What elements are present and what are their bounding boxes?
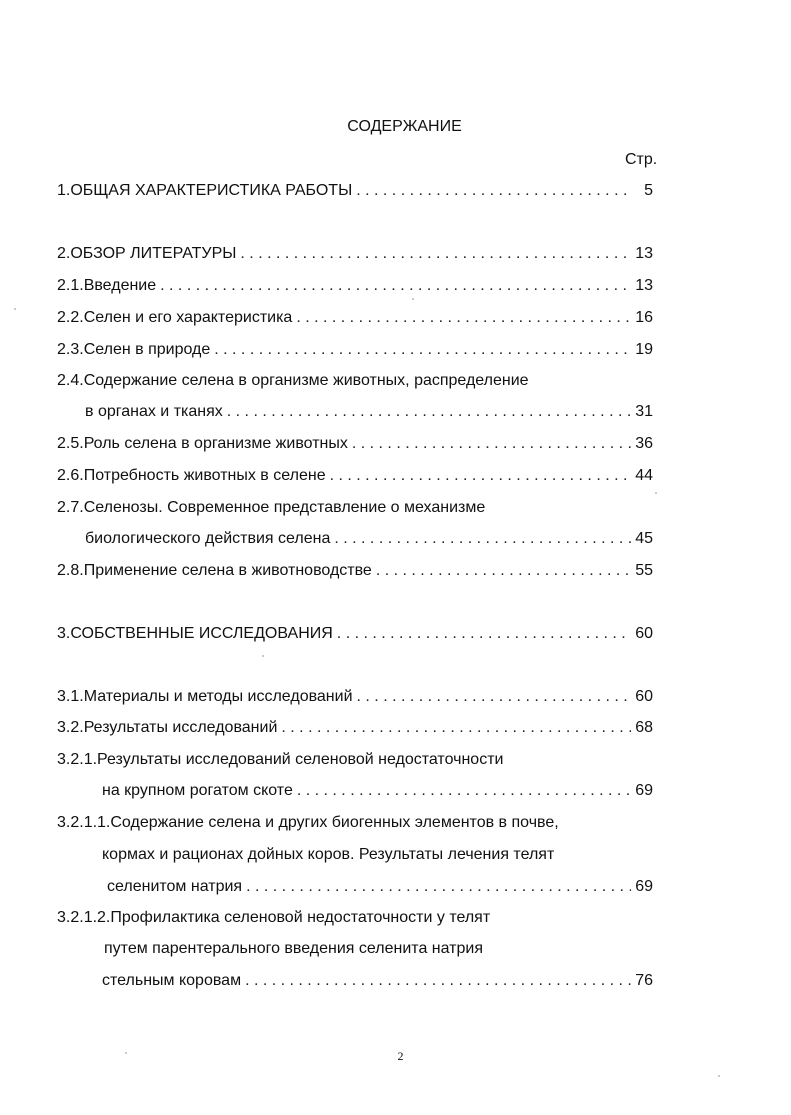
toc-entry-page: 13 <box>635 245 653 262</box>
toc-entry-line: 2.4.Содержание селена в организме животных, распределение <box>57 372 529 389</box>
toc-entry-label: 3.1.Материалы и методы исследований <box>57 688 353 705</box>
toc-entry <box>57 560 653 582</box>
toc-entry <box>57 433 653 455</box>
toc-entry-label: 1.ОБЩАЯ ХАРАКТЕРИСТИКА РАБОТЫ <box>57 182 353 199</box>
scan-speck <box>125 1052 127 1054</box>
toc-entry-line: 3.2.1.Результаты исследований селеновой недостаточности <box>57 751 504 768</box>
dot-leader <box>376 560 631 582</box>
toc-entry <box>57 180 653 202</box>
toc-entry-page: 55 <box>635 562 653 579</box>
toc-entry-page: 76 <box>635 972 653 989</box>
toc-entry <box>85 401 653 423</box>
toc-entry-page: 19 <box>635 341 653 358</box>
toc-entry-page: 68 <box>635 719 653 736</box>
toc-entry-label: 3.СОБСТВЕННЫЕ ИССЛЕДОВАНИЯ <box>57 625 333 642</box>
dot-leader <box>245 970 631 992</box>
toc-entry-label: 2.ОБЗОР ЛИТЕРАТУРЫ <box>57 245 237 262</box>
toc-entry-label: 2.6.Потребность животных в селене <box>57 467 326 484</box>
toc-entry-line: 3.2.1.2.Профилактика селеновой недостаточности у телят <box>57 909 491 926</box>
toc-entry-page: 69 <box>635 878 653 895</box>
toc-entry <box>57 339 653 361</box>
toc-entry-page: 16 <box>635 309 653 326</box>
toc-entry-label: на крупном рогатом скоте <box>102 782 293 799</box>
toc-entry-label: селенитом натрия <box>107 878 243 895</box>
toc-entry-label: 2.8.Применение селена в животноводстве <box>57 562 372 579</box>
toc-entry-page: 60 <box>635 688 653 705</box>
toc-entry-page: 13 <box>635 277 653 294</box>
toc-entry-label: 2.5.Роль селена в организме животных <box>57 435 348 452</box>
toc-entry-page: 5 <box>644 182 653 199</box>
dot-leader <box>246 876 631 898</box>
toc-entry-label: 2.1.Введение <box>57 277 157 294</box>
page-column-label: Стр. <box>625 151 658 168</box>
dot-leader <box>296 307 631 329</box>
toc-entry <box>57 465 653 487</box>
toc-entry <box>57 275 653 297</box>
toc-entry <box>57 623 653 645</box>
toc-entry <box>57 686 653 708</box>
toc-entry <box>85 528 653 550</box>
dot-leader <box>214 339 631 361</box>
toc-entry <box>57 243 653 265</box>
toc-entry-page: 60 <box>635 625 653 642</box>
dot-leader <box>160 275 631 297</box>
toc-entry-label: стельным коровам <box>102 972 242 989</box>
dot-leader <box>227 401 631 423</box>
toc-entry-label: биологического действия селена <box>85 530 331 547</box>
toc-entry-label: 2.2.Селен и его характеристика <box>57 309 293 326</box>
toc-entry-label: 3.2.Результаты исследований <box>57 719 278 736</box>
footer-page-number: 2 <box>397 1049 404 1063</box>
toc-entry <box>57 307 653 329</box>
scan-speck <box>262 655 264 657</box>
toc-entry-line: 3.2.1.1.Содержание селена и других биогенных элементов в почве, <box>57 814 559 831</box>
page-title: СОДЕРЖАНИЕ <box>347 118 462 135</box>
toc-entry-page: 69 <box>635 782 653 799</box>
toc-entry-line: 2.7.Селенозы. Современное представление о механизме <box>57 499 486 516</box>
scan-speck <box>655 492 657 494</box>
dot-leader <box>352 433 631 455</box>
scan-speck <box>412 298 414 300</box>
toc-entry-page: 36 <box>635 435 653 452</box>
toc-entry-page: 44 <box>635 467 653 484</box>
dot-leader <box>281 717 631 739</box>
toc-entry-line: кормах и рационах дойных коров. Результаты лечения телят <box>102 846 555 863</box>
toc-entry-page: 31 <box>635 403 653 420</box>
toc-entry <box>102 780 653 802</box>
dot-leader <box>240 243 631 265</box>
toc-entry-label: в органах и тканях <box>85 403 223 420</box>
dot-leader <box>297 780 631 802</box>
dot-leader <box>334 528 631 550</box>
dot-leader <box>330 465 632 487</box>
toc-entry-page: 45 <box>635 530 653 547</box>
toc-entry <box>57 717 653 739</box>
toc-entry-line: путем парентерального введения селенита натрия <box>104 940 483 957</box>
toc-entry <box>102 970 653 992</box>
dot-leader <box>357 686 632 708</box>
toc-entry-label: 2.3.Селен в природе <box>57 341 211 358</box>
toc-entry <box>107 876 653 898</box>
dot-leader <box>337 623 631 645</box>
scan-speck <box>718 1075 720 1077</box>
scan-speck <box>14 308 16 310</box>
dot-leader <box>356 180 630 202</box>
